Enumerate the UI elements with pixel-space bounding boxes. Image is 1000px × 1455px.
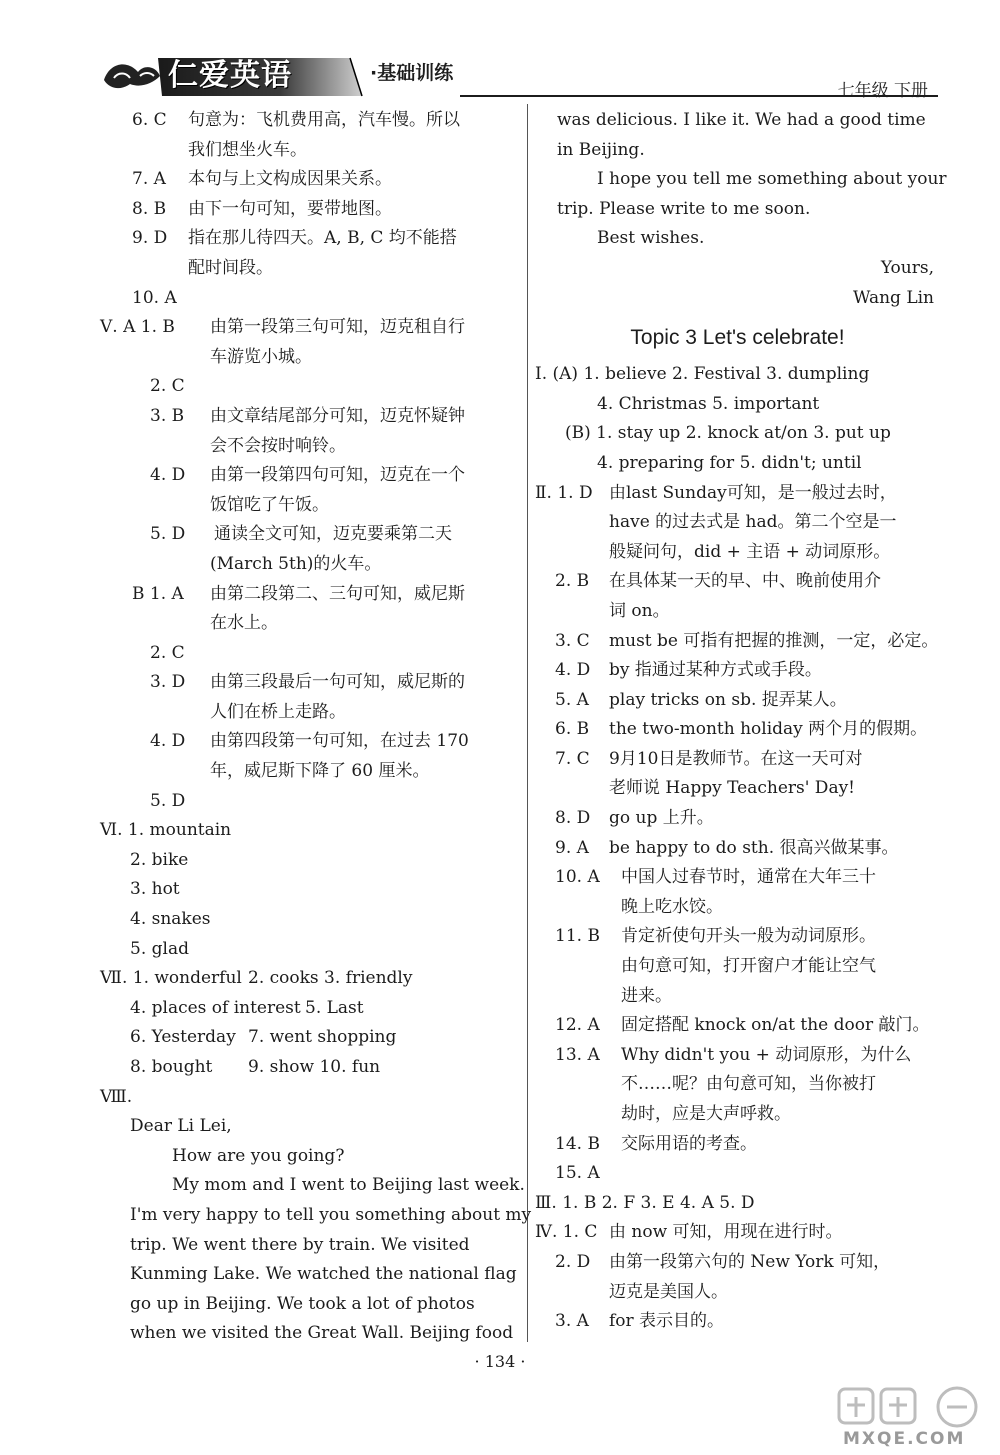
- answer-explanation: must be 可指有把握的推测，一定，必定。: [609, 630, 939, 651]
- answer-explanation: 在水上。: [210, 613, 278, 634]
- answer-key: 3. hot: [130, 879, 180, 900]
- answer-key: 4. preparing for 5. didn't; until: [597, 452, 862, 473]
- answer-key: B 1. A: [132, 583, 184, 604]
- answer-explanation: 般疑问句，did + 主语 + 动词原形。: [609, 541, 891, 562]
- answer-line: [535, 922, 940, 952]
- answer-line: [100, 491, 520, 521]
- answer-key: (B) 1. stay up 2. knock at/on 3. put up: [565, 423, 891, 444]
- answer-line: [100, 994, 520, 1024]
- answer-line: [535, 1278, 940, 1308]
- answer-key: was delicious. I like it. We had a good time: [557, 110, 926, 130]
- answer-explanation: 年，威尼斯下降了 60 厘米。: [210, 761, 430, 782]
- answer-explanation: 老师说 Happy Teachers' Day!: [609, 778, 856, 799]
- answer-key: Ⅷ.: [100, 1086, 133, 1107]
- answer-explanation: the two-month holiday 两个月的假期。: [609, 719, 928, 740]
- answer-line: [100, 195, 520, 225]
- answer-key: Wang Lin: [852, 287, 934, 308]
- answer-line: [535, 834, 940, 864]
- answer-explanation: 由文章结尾部分可知，迈克怀疑钟: [210, 405, 465, 426]
- answer-line: [535, 360, 940, 390]
- answer-line: [535, 952, 940, 982]
- answer-line: [535, 449, 940, 479]
- answer-line: [535, 715, 940, 745]
- answer-key: How are you going?: [172, 1145, 345, 1166]
- left-column: [100, 106, 532, 1349]
- answer-explanation: 句意为：飞机费用高，汽车慢。所以: [188, 110, 460, 130]
- answer-line: [535, 686, 940, 716]
- answer-explanation: 由下一句可知，要带地图。: [188, 198, 392, 219]
- grade-label: 七年级 下册: [837, 81, 928, 101]
- answer-explanation: 由第一段第四句可知，迈克在一个: [210, 465, 465, 486]
- answer-explanation: 由第一段第三句可知，迈克租自行: [210, 317, 465, 338]
- answer-line: [100, 1319, 520, 1349]
- answer-line: [100, 698, 520, 728]
- answer-line: [100, 372, 520, 402]
- answer-line: [535, 774, 940, 804]
- answer-explanation: 中国人过春节时，通常在大年三十: [621, 867, 876, 888]
- answer-key: trip. Please write to me soon.: [557, 198, 811, 219]
- answer-line: [535, 656, 940, 686]
- answer-line: [100, 964, 520, 994]
- answer-explanation: 5. Last: [305, 997, 364, 1018]
- column-divider: [527, 104, 528, 1342]
- answer-line: [100, 224, 520, 254]
- answer-line: [100, 343, 520, 373]
- answer-key: 6. Yesterday: [130, 1027, 236, 1048]
- answer-line: [100, 1171, 525, 1201]
- answer-explanation: Why didn't you + 动词原形，为什么: [621, 1044, 912, 1065]
- answer-line: [535, 284, 940, 314]
- answer-key: 10. A: [132, 287, 177, 308]
- answer-key: 5. D: [150, 790, 186, 811]
- answer-key: 7. C: [555, 748, 590, 769]
- answer-line: [535, 136, 940, 166]
- answer-line: [100, 1260, 520, 1290]
- answer-explanation: 由第二段第二、三句可知，威尼斯: [210, 583, 465, 604]
- answer-line: [100, 1023, 520, 1053]
- answer-key: 12. A: [555, 1015, 600, 1036]
- answer-line: [535, 1041, 940, 1071]
- answer-key: Ⅰ. (A) 1. believe 2. Festival 3. dumpling: [535, 364, 870, 385]
- answer-line: [100, 1290, 520, 1320]
- answer-line: [535, 1189, 940, 1219]
- answer-line: [100, 668, 520, 698]
- answer-line: [535, 597, 940, 627]
- answer-line: [535, 419, 940, 449]
- answer-line: [535, 804, 940, 834]
- answer-line: [535, 745, 940, 775]
- topic-heading: Topic 3 Let's celebrate!: [630, 326, 845, 350]
- answer-explanation: 交际用语的考查。: [621, 1133, 757, 1154]
- answer-explanation: 指在那儿待四天。A, B, C 均不能搭: [188, 228, 457, 249]
- answer-explanation: 配时间段。: [188, 257, 273, 278]
- answer-line: [100, 875, 520, 905]
- answer-key: 9. D: [132, 228, 168, 249]
- watermark-text: MXQE.COM: [843, 1429, 966, 1449]
- answer-line: [535, 538, 940, 568]
- series-subtitle: ·基础训练: [370, 62, 454, 84]
- answer-line: [100, 1142, 520, 1172]
- answer-key: Ⅲ. 1. B 2. F 3. E 4. A 5. D: [535, 1192, 755, 1213]
- answer-line: [100, 106, 520, 136]
- answer-explanation: have 的过去式是 had。第二个空是一: [609, 512, 897, 533]
- answer-key: 14. B: [555, 1133, 600, 1154]
- answer-line: [100, 1112, 520, 1142]
- answer-key: 3. C: [555, 630, 590, 651]
- answer-line: [535, 508, 940, 538]
- answer-line: [100, 1201, 532, 1231]
- watermark: [835, 1385, 995, 1453]
- answer-explanation: for 表示目的。: [609, 1311, 725, 1332]
- right-column: [535, 106, 947, 1337]
- answer-explanation: 晚上吃水饺。: [621, 896, 723, 917]
- answer-line: [100, 757, 520, 787]
- answer-line: [535, 982, 940, 1012]
- answer-explanation: 会不会按时响铃。: [210, 435, 346, 456]
- answer-explanation: 由第四段第一句可知，在过去 170: [210, 731, 469, 752]
- answer-key: 2. D: [555, 1251, 591, 1272]
- answer-key: 2. C: [150, 376, 185, 397]
- answer-line: [100, 461, 520, 491]
- answer-line: [100, 165, 520, 195]
- answer-line: [535, 1248, 940, 1278]
- series-title: 仁爱英语: [168, 58, 292, 93]
- answer-key: 11. B: [555, 926, 600, 947]
- answer-key: 8. bought: [130, 1057, 213, 1077]
- answer-explanation: 由last Sunday可知，是一般过去时，: [609, 482, 897, 503]
- answer-key: 2. C: [150, 642, 185, 663]
- answer-key: 5. glad: [130, 938, 189, 959]
- answer-line: [535, 1130, 940, 1160]
- answer-key: 3. D: [150, 672, 186, 693]
- answer-key: 4. Christmas 5. important: [597, 393, 820, 414]
- answer-line: [535, 224, 940, 254]
- answer-explanation: 由 now 可知，用现在进行时。: [609, 1222, 843, 1243]
- answer-line: [535, 1159, 940, 1189]
- answer-explanation: 9. show 10. fun: [248, 1057, 381, 1077]
- answer-explanation: by 指通过某种方式或手段。: [609, 660, 822, 681]
- answer-key: Dear Li Lei,: [130, 1116, 232, 1137]
- answer-key: Ⅱ. 1. D: [535, 482, 593, 503]
- answer-key: 4. D: [555, 660, 591, 681]
- answer-line: [535, 106, 940, 136]
- answer-key: 3. B: [150, 405, 185, 426]
- answer-explanation: 劫时，应是大声呼救。: [621, 1104, 791, 1124]
- answer-explanation: 由句意可知，打开窗户才能让空气: [621, 956, 876, 977]
- answer-key: 3. A: [555, 1311, 589, 1332]
- answer-line: [100, 550, 520, 580]
- answer-key: 4. places of interest: [130, 997, 301, 1018]
- answer-explanation: 迈克是美国人。: [609, 1281, 728, 1302]
- answer-explanation: 固定搭配 knock on/at the door 敲门。: [621, 1015, 930, 1036]
- answer-key: Kunming Lake. We watched the national flag: [130, 1264, 517, 1285]
- answer-line: [100, 846, 520, 876]
- answer-explanation: (March 5th)的火车。: [210, 553, 382, 574]
- answer-line: [535, 893, 940, 923]
- page-number: · 134 ·: [474, 1352, 526, 1371]
- page-header: [100, 44, 938, 99]
- answer-explanation: 在具体某一天的早、中、晚前使用介: [609, 571, 881, 592]
- answer-line: [100, 609, 520, 639]
- answer-explanation: be happy to do sth. 很高兴做某事。: [609, 837, 899, 858]
- answer-key: I hope you tell me something about your: [597, 169, 947, 190]
- answer-key: 2. B: [555, 571, 590, 592]
- answer-key: 13. A: [555, 1044, 600, 1065]
- answer-explanation: 饭馆吃了午饭。: [210, 494, 329, 515]
- answer-line: [535, 479, 940, 509]
- answer-line: [100, 432, 520, 462]
- answer-explanation: 7. went shopping: [248, 1027, 397, 1048]
- answer-line: [535, 390, 940, 420]
- answer-explanation: play tricks on sb. 捉弄某人。: [609, 689, 847, 710]
- answer-key: Ⅴ. A 1. B: [100, 317, 175, 338]
- answer-line: [535, 627, 940, 657]
- answer-line: [100, 1083, 520, 1113]
- answer-explanation: 人们在桥上走路。: [210, 701, 346, 722]
- answer-line: [535, 254, 940, 284]
- answer-explanation: 词 on。: [609, 600, 670, 621]
- answer-explanation: 我们想坐火车。: [188, 139, 307, 160]
- answer-explanation: 由第三段最后一句可知，威尼斯的: [210, 672, 465, 693]
- answer-key: Ⅳ. 1. C: [535, 1222, 598, 1243]
- answer-explanation: 9月10日是教师节。在这一天可对: [609, 748, 863, 769]
- answer-key: My mom and I went to Beijing last week.: [172, 1175, 525, 1196]
- answer-line: [100, 520, 520, 550]
- answer-line: [535, 1218, 940, 1248]
- answer-key: in Beijing.: [557, 139, 645, 160]
- answer-key: go up in Beijing. We took a lot of photos: [130, 1293, 475, 1314]
- answer-key: when we visited the Great Wall. Beijing food: [130, 1323, 514, 1344]
- answer-explanation: 本句与上文构成因果关系。: [188, 169, 392, 190]
- answer-line: [535, 567, 940, 597]
- answer-line: [100, 1231, 520, 1261]
- answer-key: Best wishes.: [597, 228, 705, 249]
- answer-key: 5. D: [150, 524, 186, 545]
- answer-key: 8. D: [555, 808, 591, 829]
- answer-line: [100, 136, 520, 166]
- answer-key: 4. D: [150, 465, 186, 486]
- answer-line: [100, 787, 520, 817]
- answer-line: [100, 639, 520, 669]
- answer-explanation: 肯定祈使句开头一般为动词原形。: [621, 926, 876, 947]
- answer-line: [100, 1053, 520, 1083]
- answer-line: [100, 313, 520, 343]
- answer-line: [100, 254, 520, 284]
- answer-explanation: go up 上升。: [609, 808, 714, 829]
- answer-line: [100, 816, 520, 846]
- answer-key: Yours,: [880, 257, 934, 278]
- answer-line: [100, 580, 520, 610]
- answer-key: 8. B: [132, 198, 167, 219]
- answer-line: [535, 1011, 940, 1041]
- answer-line: [535, 1070, 940, 1100]
- answer-key: trip. We went there by train. We visited: [130, 1234, 470, 1255]
- answer-key: 6. B: [555, 719, 590, 740]
- answer-key: 6. C: [132, 110, 167, 130]
- answer-key: 4. D: [150, 731, 186, 752]
- answer-line: [535, 1307, 940, 1337]
- answer-key: Ⅶ. 1. wonderful: [100, 968, 242, 989]
- answer-key: Ⅵ. 1. mountain: [100, 820, 232, 841]
- answer-key: I'm very happy to tell you something about my: [130, 1204, 532, 1225]
- answer-key: 7. A: [132, 169, 166, 190]
- answer-line: [535, 1100, 940, 1130]
- answer-line: [100, 905, 520, 935]
- answer-key: 10. A: [555, 867, 600, 888]
- answer-line: [100, 727, 520, 757]
- answer-line: [535, 863, 940, 893]
- answer-key: 9. A: [555, 837, 589, 858]
- answer-line: [100, 402, 520, 432]
- answer-key: 2. bike: [130, 849, 189, 870]
- answer-line: [535, 195, 940, 225]
- watermark-logo-icon: [835, 1385, 995, 1433]
- answer-line: [100, 935, 520, 965]
- answer-explanation: 由第一段第六句的 New York 可知，: [609, 1251, 891, 1272]
- answer-key: 4. snakes: [130, 909, 211, 930]
- answer-key: 5. A: [555, 689, 589, 710]
- answer-line: [535, 165, 947, 195]
- answer-explanation: 2. cooks 3. friendly: [248, 968, 413, 989]
- answer-explanation: 进来。: [621, 985, 672, 1006]
- answer-explanation: 通读全文可知，迈克要乘第二天: [214, 524, 452, 545]
- answer-key: 15. A: [555, 1163, 600, 1184]
- answer-explanation: 车游览小城。: [210, 346, 312, 367]
- answer-line: [100, 284, 520, 314]
- answer-explanation: 不……呢？由句意可知，当你被打: [621, 1074, 876, 1095]
